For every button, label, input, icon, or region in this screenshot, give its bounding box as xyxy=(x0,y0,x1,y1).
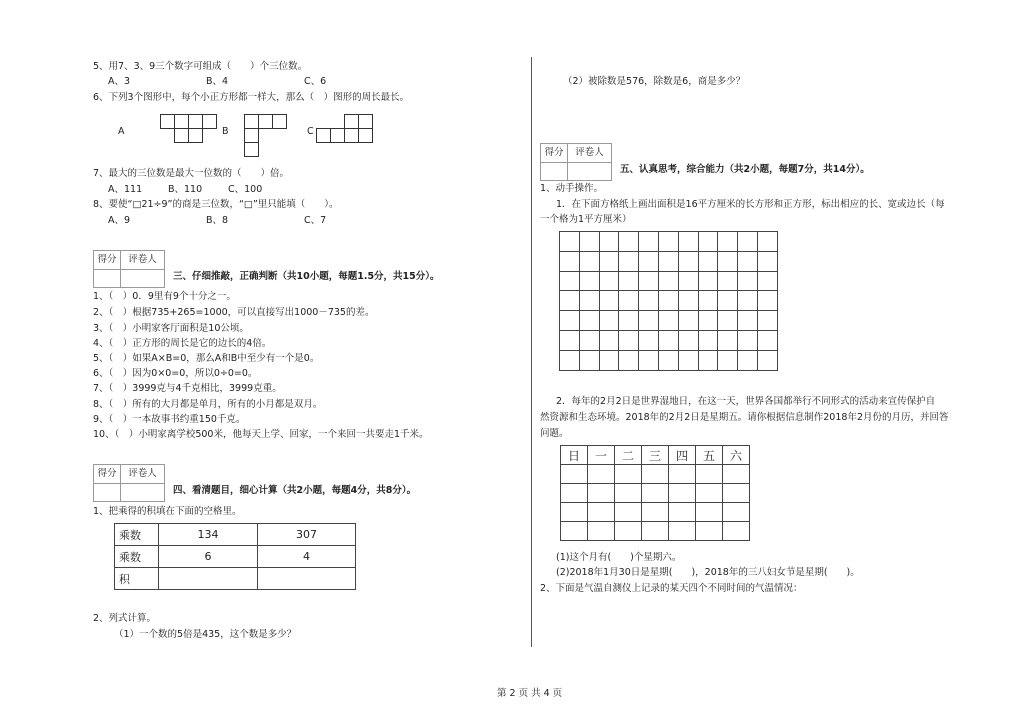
grid-cell[interactable] xyxy=(599,291,619,311)
weekday-header: 二 xyxy=(615,446,642,465)
calendar-cell[interactable] xyxy=(723,484,750,503)
q7-option-a[interactable]: A、111 xyxy=(108,184,143,195)
q8-options xyxy=(108,212,326,226)
multiplication-table xyxy=(114,523,356,590)
weekday-header: 日 xyxy=(561,446,588,465)
grid-cell[interactable] xyxy=(619,311,639,331)
calendar-cell[interactable] xyxy=(588,522,615,541)
judge-item: 4、（ ）正方形的周长是它的边长的4倍。 xyxy=(93,338,272,349)
calendar-cell[interactable] xyxy=(696,465,723,484)
grid-cell[interactable] xyxy=(639,311,659,331)
grid-cell[interactable] xyxy=(718,330,738,350)
score-label: 得分 xyxy=(97,468,117,479)
calendar-cell[interactable] xyxy=(642,522,669,541)
grid-cell[interactable] xyxy=(757,251,777,271)
grid-cell[interactable] xyxy=(579,271,599,291)
grid-cell[interactable] xyxy=(678,232,698,252)
section4-q2: 2、列式计算。 xyxy=(93,613,157,624)
grid-cell[interactable] xyxy=(560,232,580,252)
grid-cell[interactable] xyxy=(579,330,599,350)
calendar-cell[interactable] xyxy=(642,465,669,484)
grid-cell[interactable] xyxy=(678,251,698,271)
grid-row xyxy=(560,271,778,291)
grid-cell[interactable] xyxy=(599,330,619,350)
table-cell: 134 xyxy=(159,524,258,546)
calendar-cell[interactable] xyxy=(615,522,642,541)
grid-cell[interactable] xyxy=(678,271,698,291)
grid-cell[interactable] xyxy=(658,330,678,350)
grid-cell[interactable] xyxy=(599,350,619,370)
grid-row xyxy=(560,291,778,311)
table-cell: 乘数 xyxy=(115,524,159,546)
q8-text: 8、要使“□21÷9”的商是三位数，“□”里只能填（ ）。 xyxy=(93,199,339,210)
grader-label: 评卷人 xyxy=(575,147,604,158)
grid-cell[interactable] xyxy=(639,251,659,271)
section5-sub1: (1)这个月有( )个星期六。 xyxy=(556,552,682,563)
grid-row xyxy=(560,311,778,331)
figure-c-square xyxy=(358,128,373,143)
figure-b-square xyxy=(272,114,287,129)
figure-b-square xyxy=(244,128,259,143)
grid-cell[interactable] xyxy=(619,350,639,370)
grid-row xyxy=(560,330,778,350)
grid-cell[interactable] xyxy=(678,330,698,350)
calendar-cell[interactable] xyxy=(561,465,588,484)
q5-text: 5、用7、3、9三个数字可组成（ ）个三位数。 xyxy=(93,61,308,72)
grid-paper[interactable] xyxy=(559,231,778,371)
section4-q1: 1、把乘得的积填在下面的空格里。 xyxy=(93,506,242,517)
figure-label-c: C xyxy=(307,126,314,137)
grid-cell[interactable] xyxy=(678,350,698,370)
figure-c-square xyxy=(316,128,331,143)
q5-option-a[interactable]: A、3 xyxy=(108,76,131,87)
grid-cell[interactable] xyxy=(718,311,738,331)
grid-cell[interactable] xyxy=(698,330,718,350)
q5-option-c[interactable]: C、6 xyxy=(304,76,327,87)
column-divider xyxy=(531,57,532,647)
figure-a-square xyxy=(160,114,175,129)
calendar-cell[interactable] xyxy=(615,484,642,503)
grid-cell[interactable] xyxy=(639,330,659,350)
table-row xyxy=(115,524,356,546)
grid-cell[interactable] xyxy=(599,311,619,331)
calendar-cell[interactable] xyxy=(723,465,750,484)
q6-text: 6、下列3个图形中，每个小正方形都一样大，那么（ ）图形的周长最长。 xyxy=(93,92,410,103)
weekday-header: 三 xyxy=(642,446,669,465)
q7-options xyxy=(108,181,262,195)
grid-cell[interactable] xyxy=(619,271,639,291)
grid-cell[interactable] xyxy=(738,291,758,311)
q7-option-b[interactable]: B、110 xyxy=(168,184,203,195)
grid-cell[interactable] xyxy=(579,232,599,252)
grid-cell[interactable] xyxy=(738,251,758,271)
judge-item: 7、（ ）3999克与4千克相比，3999克重。 xyxy=(93,383,282,394)
calendar-cell[interactable] xyxy=(588,484,615,503)
figure-label-b: B xyxy=(222,126,229,137)
answer-cell[interactable] xyxy=(258,568,356,590)
weekday-header: 六 xyxy=(723,446,750,465)
grid-cell[interactable] xyxy=(698,311,718,331)
q8-option-b[interactable]: B、8 xyxy=(206,215,229,226)
weekday-header: 五 xyxy=(696,446,723,465)
grid-cell[interactable] xyxy=(579,291,599,311)
grid-cell[interactable] xyxy=(579,350,599,370)
grid-cell[interactable] xyxy=(560,350,580,370)
section4-title: 四、看清题目，细心计算（共2小题，每题4分，共8分）。 xyxy=(173,485,417,496)
grid-cell[interactable] xyxy=(619,232,639,252)
grid-cell[interactable] xyxy=(718,251,738,271)
score-box-section5 xyxy=(540,143,612,181)
section5-q1-2-line3: 问题。 xyxy=(540,428,569,439)
grid-cell[interactable] xyxy=(639,350,659,370)
calendar-cell[interactable] xyxy=(669,465,696,484)
figure-a-square xyxy=(188,114,203,129)
grid-cell[interactable] xyxy=(560,271,580,291)
grid-cell[interactable] xyxy=(678,291,698,311)
table-row xyxy=(115,546,356,568)
calendar-cell[interactable] xyxy=(669,484,696,503)
grid-cell[interactable] xyxy=(738,271,758,291)
grid-cell[interactable] xyxy=(560,330,580,350)
table-cell: 乘数 xyxy=(115,546,159,568)
table-cell: 4 xyxy=(258,546,356,568)
grid-cell[interactable] xyxy=(757,291,777,311)
calendar-table xyxy=(560,445,750,541)
grid-cell[interactable] xyxy=(639,271,659,291)
weekday-header: 四 xyxy=(669,446,696,465)
figure-c-square xyxy=(344,128,359,143)
q8-option-a[interactable]: A、9 xyxy=(108,215,131,226)
q8-option-c[interactable]: C、7 xyxy=(304,215,327,226)
grid-cell[interactable] xyxy=(757,350,777,370)
grid-cell[interactable] xyxy=(599,232,619,252)
calendar-row xyxy=(561,503,750,522)
grid-cell[interactable] xyxy=(757,271,777,291)
grid-cell[interactable] xyxy=(738,311,758,331)
grid-cell[interactable] xyxy=(619,251,639,271)
figure-a-square xyxy=(188,128,203,143)
grid-cell[interactable] xyxy=(599,271,619,291)
calendar-cell[interactable] xyxy=(561,484,588,503)
judge-item: 8、（ ）所有的大月都是单月，所有的小月都是双月。 xyxy=(93,399,323,410)
grid-cell[interactable] xyxy=(678,311,698,331)
grid-cell[interactable] xyxy=(579,311,599,331)
figure-a-square xyxy=(174,114,189,129)
figure-a-square xyxy=(202,114,217,129)
score-box-section4 xyxy=(93,464,165,502)
score-label: 得分 xyxy=(544,147,564,158)
grid-cell[interactable] xyxy=(658,350,678,370)
grid-cell[interactable] xyxy=(658,311,678,331)
weekday-header: 一 xyxy=(588,446,615,465)
figure-c-square xyxy=(344,114,359,129)
grid-cell[interactable] xyxy=(738,350,758,370)
grid-row xyxy=(560,350,778,370)
calendar-cell[interactable] xyxy=(561,503,588,522)
score-label: 得分 xyxy=(97,254,117,265)
grid-cell[interactable] xyxy=(698,350,718,370)
judge-item: 5、（ ）如果A×B=0，那么A和B中至少有一个是0。 xyxy=(93,353,320,364)
grid-cell[interactable] xyxy=(718,350,738,370)
calendar-cell[interactable] xyxy=(696,503,723,522)
calendar-cell[interactable] xyxy=(588,465,615,484)
figure-c-square xyxy=(358,114,373,129)
grid-cell[interactable] xyxy=(658,271,678,291)
grid-cell[interactable] xyxy=(658,291,678,311)
grid-cell[interactable] xyxy=(718,291,738,311)
q5-options xyxy=(108,73,326,87)
calendar-cell[interactable] xyxy=(615,503,642,522)
calendar-row xyxy=(561,465,750,484)
grid-cell[interactable] xyxy=(757,232,777,252)
grid-cell[interactable] xyxy=(718,271,738,291)
grid-cell[interactable] xyxy=(757,330,777,350)
q7-option-c[interactable]: C、100 xyxy=(228,184,263,195)
calendar-cell[interactable] xyxy=(642,484,669,503)
table-cell: 6 xyxy=(159,546,258,568)
figure-b-square xyxy=(244,142,259,157)
judge-item: 1、（ ）0．9里有9个十分之一。 xyxy=(93,291,236,302)
calendar-cell[interactable] xyxy=(561,522,588,541)
calendar-cell[interactable] xyxy=(588,503,615,522)
grid-cell[interactable] xyxy=(639,232,659,252)
grid-cell[interactable] xyxy=(698,251,718,271)
calendar-cell[interactable] xyxy=(696,522,723,541)
q7-text: 7、最大的三位数是最大一位数的（ ）倍。 xyxy=(93,168,290,179)
answer-cell[interactable] xyxy=(159,568,258,590)
grid-cell[interactable] xyxy=(698,232,718,252)
section5-q1-2-line2: 然资源和生态环境。2018年的2月2日是星期五。请你根据信息制作2018年2月份的月历，并回答 xyxy=(540,412,949,423)
grid-cell[interactable] xyxy=(738,232,758,252)
grid-cell[interactable] xyxy=(599,251,619,271)
q2-2-text: （2）被除数是576，除数是6，商是多少？ xyxy=(563,76,746,87)
figure-a-square xyxy=(174,128,189,143)
grid-row xyxy=(560,232,778,252)
figure-label-a: A xyxy=(118,126,125,137)
grid-cell[interactable] xyxy=(757,311,777,331)
section4-q2-1: （1）一个数的5倍是435，这个数是多少？ xyxy=(114,629,297,640)
section5-q1-2-line1: 2．每年的2月2日是世界湿地日，在这一天，世界各国都举行不同形式的活动来宣传保护自 xyxy=(556,396,936,407)
grid-cell[interactable] xyxy=(560,251,580,271)
grid-cell[interactable] xyxy=(698,271,718,291)
judge-item: 10、（ ）小明家离学校500米，他每天上学、回家，一个来回一共要走1千米。 xyxy=(93,429,429,440)
figure-b-square xyxy=(258,114,273,129)
grid-row xyxy=(560,251,778,271)
judge-item: 2、（ ）根据735+265=1000，可以直接写出1000－735的差。 xyxy=(93,307,375,318)
table-cell: 307 xyxy=(258,524,356,546)
calendar-cell[interactable] xyxy=(669,522,696,541)
grid-cell[interactable] xyxy=(639,291,659,311)
section3-title: 三、仔细推敲，正确判断（共10小题，每题1.5分，共15分）。 xyxy=(173,271,440,282)
calendar-header-row xyxy=(561,446,750,465)
section5-q2: 2、下面是气温自测仪上记录的某天四个不同时间的气温情况： xyxy=(540,583,803,594)
grid-cell[interactable] xyxy=(738,330,758,350)
calendar-cell[interactable] xyxy=(723,503,750,522)
q5-option-b[interactable]: B、4 xyxy=(206,76,229,87)
grid-cell[interactable] xyxy=(619,291,639,311)
table-cell: 积 xyxy=(115,568,159,590)
grader-label: 评卷人 xyxy=(128,468,157,479)
calendar-cell[interactable] xyxy=(669,503,696,522)
grid-cell[interactable] xyxy=(579,251,599,271)
calendar-row xyxy=(561,522,750,541)
judge-item: 3、（ ）小明家客厅面积是10公顷。 xyxy=(93,323,249,334)
grid-cell[interactable] xyxy=(619,330,639,350)
section5-sub2: (2)2018年1月30日是星期( )，2018年的三八妇女节是星期( )。 xyxy=(556,567,860,578)
calendar-cell[interactable] xyxy=(723,522,750,541)
calendar-cell[interactable] xyxy=(615,465,642,484)
figure-b-square xyxy=(244,114,259,129)
figure-c-square xyxy=(330,128,345,143)
grid-cell[interactable] xyxy=(658,251,678,271)
calendar-cell[interactable] xyxy=(642,503,669,522)
grid-cell[interactable] xyxy=(560,291,580,311)
judge-item: 6、（ ）因为0×0=0，所以0÷0=0。 xyxy=(93,368,258,379)
section5-q1-1-line1: 1．在下面方格纸上画出面积是16平方厘米的长方形和正方形，标出相应的长、宽或边长（每 xyxy=(556,199,945,210)
calendar-cell[interactable] xyxy=(696,484,723,503)
grid-cell[interactable] xyxy=(698,291,718,311)
calendar-row xyxy=(561,484,750,503)
grid-cell[interactable] xyxy=(560,311,580,331)
section5-q1: 1、动手操作。 xyxy=(540,183,604,194)
grid-cell[interactable] xyxy=(718,232,738,252)
page-footer: 第 2 页 共 4 页 xyxy=(497,688,563,699)
score-box-section3 xyxy=(93,250,165,288)
table-row xyxy=(115,568,356,590)
judge-item: 9、（ ）一本故事书约重150千克。 xyxy=(93,414,246,425)
grid-cell[interactable] xyxy=(658,232,678,252)
grader-label: 评卷人 xyxy=(128,254,157,265)
section5-q1-1-line2: 一个格为1平方厘米） xyxy=(540,214,632,225)
section5-title: 五、认真思考，综合能力（共2小题，每题7分，共14分）。 xyxy=(620,164,870,175)
